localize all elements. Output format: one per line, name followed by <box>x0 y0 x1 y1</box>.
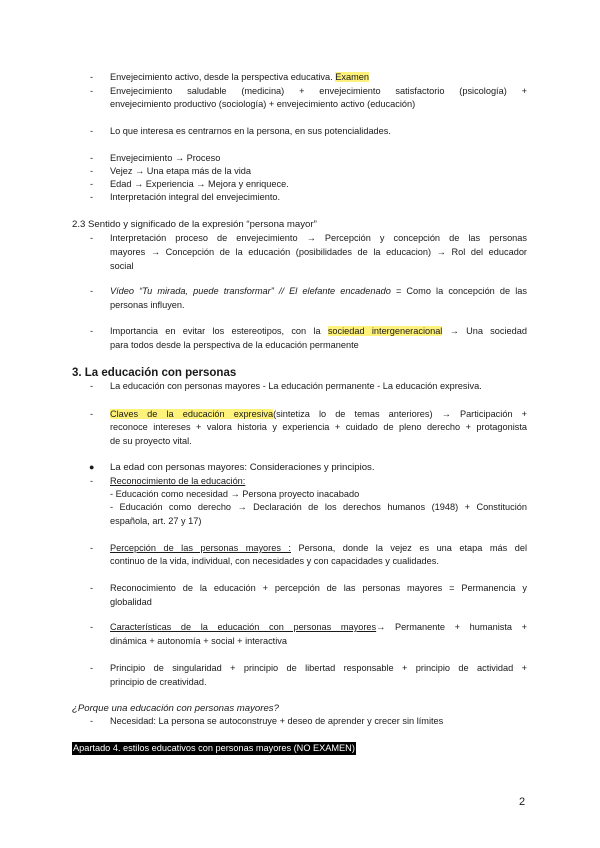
list-item <box>110 285 527 299</box>
list-item <box>110 71 369 84</box>
list-item: Reconocimiento de la educación + percepción de las personas mayores = Permanencia y <box>110 583 527 593</box>
item-text: → Una sociedad <box>449 326 527 336</box>
list-item-continuation: española, art. 27 y 17) <box>110 516 202 526</box>
list-dash: - <box>90 153 94 163</box>
highlight-text: Claves de la educación expresiva <box>110 409 274 419</box>
list-item: Necesidad: La persona se autoconstruye + deseo de aprender y crecer sin límites <box>110 716 444 726</box>
list-item: Envejecimiento → Proceso <box>110 153 221 163</box>
list-item: Interpretación integral del envejecimiento. <box>110 192 281 202</box>
page-number: 2 <box>519 796 526 808</box>
bullet-dot: ● <box>89 462 95 472</box>
list-dash: - <box>90 72 94 82</box>
list-item-continuation: de su proyecto vital. <box>110 436 192 446</box>
list-item: Vejez → Una etapa más de la vida <box>110 166 251 176</box>
list-item: Edad → Experiencia → Mejora y enriquece. <box>110 179 289 189</box>
list-item <box>110 542 527 556</box>
list-item-continuation: - Educación como necesidad → Persona proyecto inacabado <box>110 489 360 499</box>
item-text: = Como la concepción de las <box>395 286 527 296</box>
list-item-continuation: envejecimiento productivo (sociología) + envejecimiento activo (educación) <box>110 99 416 109</box>
section-banner: Apartado 4. estilos educativos con personas mayores (NO EXAMEN) <box>73 743 355 753</box>
list-item: Envejecimiento saludable (medicina) + envejecimiento satisfactorio (psicología) + <box>110 86 527 96</box>
section-heading: 3. La educación con personas <box>72 367 237 379</box>
list-item-continuation: - Educación como derecho → Declaración de los derechos humanos (1948) + Constitución <box>110 502 527 512</box>
list-dash: - <box>90 233 94 243</box>
list-item: La educación con personas mayores - La educación permanente - La educación expresiva. <box>110 381 482 391</box>
list-item-continuation: continuo de la vida, individual, con necesidades y con capacidades y cualidades. <box>110 556 439 566</box>
list-dash: - <box>90 166 94 176</box>
list-item-continuation: personas influyen. <box>110 300 185 310</box>
list-dash: - <box>90 126 94 136</box>
list-dash: - <box>90 286 94 296</box>
item-text: → Permanente + humanista + <box>376 622 527 632</box>
highlight-text: sociedad intergeneracional <box>327 326 443 336</box>
list-dash: - <box>90 663 94 673</box>
list-dash: - <box>90 381 94 391</box>
list-item <box>110 621 527 635</box>
item-text: Envejecimiento activo, desde la perspectiva educativa. <box>110 72 333 82</box>
list-item-continuation: mayores → Concepción de la educación (posibilidades de la educacion) → Rol del educador <box>110 247 527 257</box>
list-dash: - <box>90 326 94 336</box>
list-item: La edad con personas mayores: Consideraciones y principios. <box>110 462 375 473</box>
list-item <box>110 408 527 422</box>
italic-text: Vídeo “Tu mirada, puede transformar” // El elefante encadenado <box>110 286 391 296</box>
list-dash: - <box>90 179 94 189</box>
list-item-continuation: reconoce intereses + valora historia y experiencia + cuidado de pleno derecho + protagonista <box>110 422 527 432</box>
list-item-continuation: principio de creatividad. <box>110 677 207 687</box>
list-item: Interpretación proceso de envejecimiento → Percepción y concepción de las personas <box>110 233 527 243</box>
list-item: Lo que interesa es centrarnos en la persona, en sus potencialidades. <box>110 126 391 136</box>
list-dash: - <box>90 543 94 553</box>
list-dash: - <box>90 476 94 486</box>
underlined-text: Características de la educación con personas mayores <box>110 622 377 632</box>
question-heading: ¿Porque una educación con personas mayores? <box>72 703 279 714</box>
item-text: Persona, donde la vejez es una etapa más del <box>298 543 527 553</box>
list-dash: - <box>90 192 94 202</box>
list-dash: - <box>90 86 94 96</box>
list-item-continuation: para todos desde la perspectiva de la educación permanente <box>110 340 359 350</box>
item-text: Importancia en evitar los estereotipos, con la <box>110 326 321 336</box>
highlight-exam: Examen <box>335 72 369 82</box>
list-item-continuation: dinámica + autonomía + social + interactiva <box>110 636 287 646</box>
underlined-text: Percepción de las personas mayores : <box>110 543 291 553</box>
list-dash: - <box>90 716 94 726</box>
list-dash: - <box>90 622 94 632</box>
underlined-heading: Reconocimiento de la educación: <box>110 476 246 486</box>
list-item: Principio de singularidad + principio de libertad responsable + principio de actividad + <box>110 663 527 673</box>
list-item <box>110 325 527 339</box>
list-item-continuation: globalidad <box>110 597 152 607</box>
list-item-continuation: social <box>110 261 134 271</box>
section-title: 2.3 Sentido y significado de la expresión “persona mayor” <box>72 219 317 230</box>
item-text: (sintetiza lo de temas anteriores) → Participación + <box>273 409 528 419</box>
list-dash: - <box>90 409 94 419</box>
list-dash: - <box>90 583 94 593</box>
